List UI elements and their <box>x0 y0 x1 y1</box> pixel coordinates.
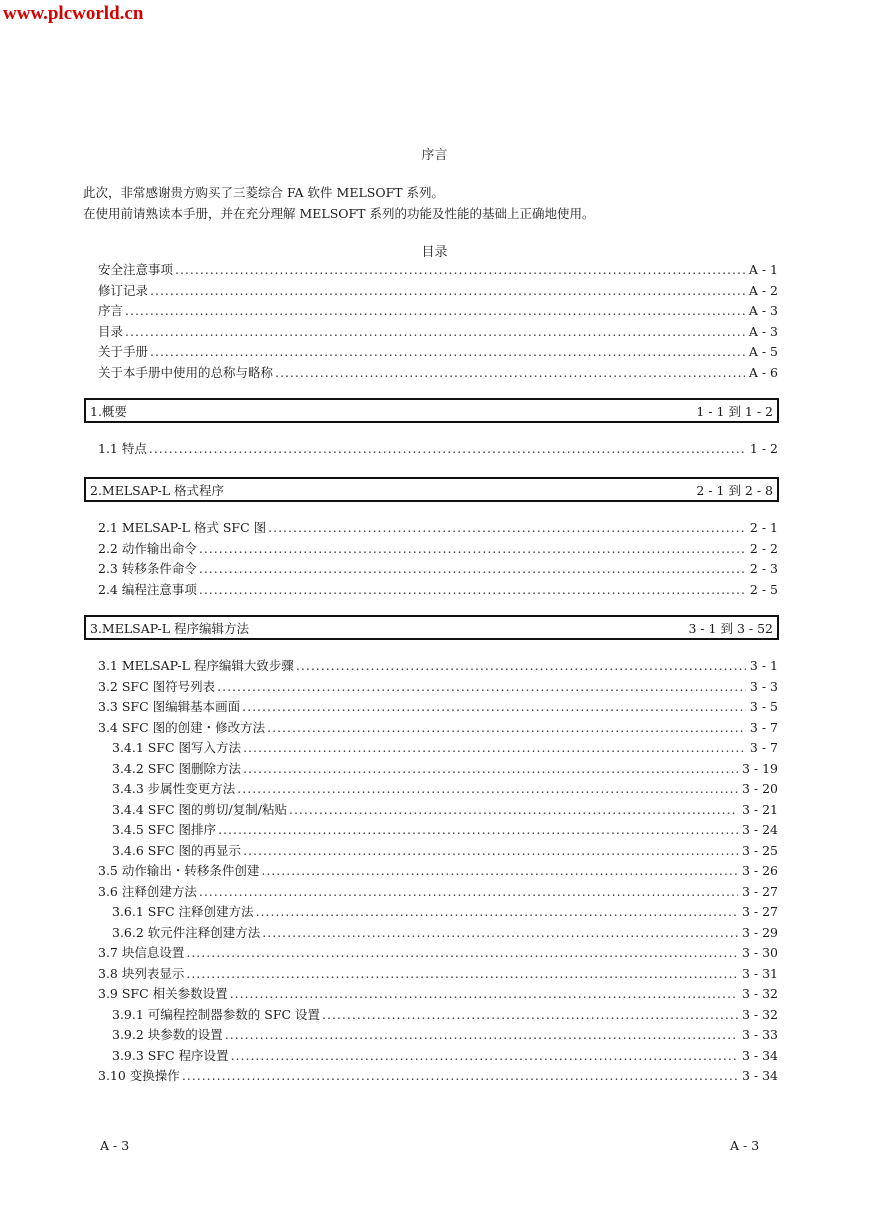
toc-leader-dots <box>231 1046 738 1066</box>
toc-entry-page: A - 5 <box>748 344 778 359</box>
toc-entry-title: 目录 <box>98 323 124 339</box>
toc-entry-page: 3 - 32 <box>741 986 778 1001</box>
toc-entry[interactable] <box>98 342 778 362</box>
chapter-heading[interactable] <box>84 477 779 502</box>
chapter-title: 3.MELSAP-L 程序编辑方法 <box>90 620 249 636</box>
footer-page-right: A - 3 <box>730 1138 760 1153</box>
toc-leader-dots <box>237 779 738 799</box>
toc-entry-title: 2.4 编程注意事项 <box>98 581 197 597</box>
toc-leader-dots <box>230 984 738 1004</box>
toc-entry-page: 2 - 1 <box>749 520 778 535</box>
toc-leader-dots <box>243 738 746 758</box>
preface-line-2: 在使用前请熟读本手册，并在充分理解 MELSOFT 系列的功能及性能的基础上正确地使用。 <box>83 206 595 221</box>
toc-leader-dots <box>267 718 746 738</box>
toc-entry[interactable] <box>112 1005 778 1025</box>
chapter-heading[interactable] <box>84 615 779 640</box>
toc-entry-page: 3 - 34 <box>741 1047 778 1063</box>
toc-entry-title: 3.1 MELSAP-L 程序编辑大致步骤 <box>98 658 294 673</box>
toc-entry-page: 2 - 5 <box>749 581 778 597</box>
toc-entry-page: 3 - 33 <box>741 1027 778 1042</box>
toc-leader-dots <box>225 1025 738 1045</box>
toc-entry-page: A - 6 <box>748 364 778 380</box>
toc-entry-title: 3.4.1 SFC 图写入方法 <box>112 740 242 755</box>
toc-leader-dots <box>322 1005 738 1025</box>
toc-entry-page: 1 - 2 <box>749 441 778 456</box>
toc-leader-dots <box>199 580 746 600</box>
chapter-page-range: 1 - 1 到 1 - 2 <box>696 403 773 419</box>
toc-leader-dots <box>218 820 738 840</box>
chapter-heading[interactable] <box>84 398 779 423</box>
toc-entry-title: 3.7 块信息设置 <box>98 945 185 960</box>
toc-entry[interactable] <box>98 559 778 579</box>
toc-entry[interactable] <box>112 820 778 840</box>
toc-entry-title: 2.1 MELSAP-L 格式 SFC 图 <box>98 520 267 535</box>
toc-entry-title: 3.9.3 SFC 程序设置 <box>112 1047 229 1063</box>
toc-leader-dots <box>125 301 745 321</box>
toc-leader-dots <box>242 697 746 717</box>
toc-entry-title: 3.10 变换操作 <box>98 1068 180 1083</box>
toc-leader-dots <box>150 281 745 301</box>
toc-entry-page: 3 - 1 <box>749 658 778 673</box>
toc-entry-page: 3 - 34 <box>741 1068 778 1083</box>
toc-entry[interactable] <box>112 800 778 820</box>
toc-entry[interactable] <box>98 1066 778 1086</box>
toc-entry[interactable] <box>98 677 778 697</box>
toc-entry-page: 2 - 3 <box>749 561 778 576</box>
toc-entry-title: 3.6 注释创建方法 <box>98 883 197 899</box>
toc-entry[interactable] <box>98 281 778 301</box>
toc-entry-page: 3 - 32 <box>741 1006 778 1022</box>
toc-entry-title: 3.4.3 步属性变更方法 <box>112 781 236 796</box>
toc-entry[interactable] <box>98 539 778 559</box>
toc-entry-title: 3.8 块列表显示 <box>98 965 185 981</box>
toc-leader-dots <box>261 861 738 881</box>
toc-entry[interactable] <box>98 439 778 459</box>
toc-entry-page: 3 - 25 <box>741 842 778 858</box>
toc-entry-title: 3.2 SFC 图符号列表 <box>98 678 216 694</box>
toc-leader-dots <box>199 882 738 902</box>
toc-leader-dots <box>182 1066 738 1086</box>
chapter-title: 2.MELSAP-L 格式程序 <box>90 482 224 498</box>
toc-entry-page: A - 2 <box>748 282 778 298</box>
toc-entry[interactable] <box>98 718 778 738</box>
toc-entry[interactable] <box>98 984 778 1004</box>
toc-entry-title: 3.3 SFC 图编辑基本画面 <box>98 699 241 714</box>
toc-entry-page: 3 - 26 <box>741 863 778 878</box>
toc-entry-page: 3 - 31 <box>741 965 778 981</box>
toc-entry-page: 3 - 21 <box>741 801 778 817</box>
watermark-url: www.plcworld.cn <box>3 3 144 24</box>
toc-leader-dots <box>199 559 746 579</box>
toc-entry-title: 2.3 转移条件命令 <box>98 561 197 576</box>
toc-entry-title: 3.4.6 SFC 图的再显示 <box>112 842 242 858</box>
chapter-page-range: 2 - 1 到 2 - 8 <box>696 482 773 498</box>
toc-entry-title: 3.6.1 SFC 注释创建方法 <box>112 904 254 919</box>
footer-page-left: A - 3 <box>100 1138 130 1153</box>
toc-entry-page: A - 1 <box>748 262 778 277</box>
toc-entry-page: 2 - 2 <box>749 540 778 556</box>
toc-entry-title: 1.1 特点 <box>98 441 147 456</box>
toc-entry-title: 修订记录 <box>98 282 149 298</box>
toc-leader-dots <box>268 518 746 538</box>
toc-entry-title: 3.4.2 SFC 图删除方法 <box>112 760 242 776</box>
toc-entry-page: 3 - 27 <box>741 904 778 919</box>
toc-entry-title: 3.9.1 可编程控制器参数的 SFC 设置 <box>112 1006 321 1022</box>
toc-leader-dots <box>149 439 746 459</box>
toc-entry[interactable] <box>112 738 778 758</box>
toc-entry-title: 2.2 动作输出命令 <box>98 540 197 556</box>
toc-entry-page: 3 - 3 <box>749 678 778 694</box>
toc-entry[interactable] <box>112 923 778 943</box>
toc-leader-dots <box>186 964 738 984</box>
preface-line-1: 此次，非常感谢贵方购买了三菱综合 FA 软件 MELSOFT 系列。 <box>83 185 445 200</box>
toc-entry-title: 安全注意事项 <box>98 262 174 277</box>
toc-entry-title: 3.5 动作输出・转移条件创建 <box>98 863 260 878</box>
toc-entry-page: A - 3 <box>748 303 778 318</box>
toc-leader-dots <box>262 923 738 943</box>
toc-entry-page: A - 3 <box>748 323 778 339</box>
toc-entry-title: 3.9.2 块参数的设置 <box>112 1027 223 1042</box>
toc-leader-dots <box>243 759 738 779</box>
toc-entry[interactable] <box>98 363 778 383</box>
toc-leader-dots <box>199 539 746 559</box>
toc-entry[interactable] <box>98 322 778 342</box>
chapter-page-range: 3 - 1 到 3 - 52 <box>688 620 773 636</box>
toc-leader-dots <box>275 363 745 383</box>
toc-entry[interactable] <box>98 882 778 902</box>
toc-entry-title: 关于本手册中使用的总称与略称 <box>98 364 274 380</box>
toc-entry-title: 序言 <box>98 303 124 318</box>
toc-entry-page: 3 - 20 <box>741 781 778 796</box>
toc-entry[interactable] <box>98 518 778 538</box>
toc-entry-page: 3 - 7 <box>749 740 778 755</box>
toc-leader-dots <box>125 322 745 342</box>
toc-entry[interactable] <box>98 861 778 881</box>
toc-leader-dots <box>150 342 745 362</box>
toc-entry[interactable] <box>112 779 778 799</box>
preface-title: 序言 <box>421 148 448 163</box>
toc-entry[interactable] <box>112 1025 778 1045</box>
toc-entry-page: 3 - 19 <box>741 760 778 776</box>
toc-entry[interactable] <box>112 1046 778 1066</box>
toc-leader-dots <box>296 656 746 676</box>
toc-entry-title: 3.4.5 SFC 图排序 <box>112 822 217 837</box>
toc-entry-page: 3 - 24 <box>741 822 778 837</box>
toc-entry-title: 3.4 SFC 图的创建・修改方法 <box>98 719 266 735</box>
toc-entry-title: 3.6.2 软元件注释创建方法 <box>112 924 261 940</box>
toc-entry-title: 关于手册 <box>98 344 149 359</box>
toc-entry[interactable] <box>112 902 778 922</box>
toc-entry[interactable] <box>98 943 778 963</box>
toc-leader-dots <box>186 943 738 963</box>
toc-entry-title: 3.9 SFC 相关参数设置 <box>98 986 228 1001</box>
chapter-title: 1.概要 <box>90 403 127 419</box>
toc-title: 目录 <box>421 245 448 260</box>
toc-leader-dots <box>256 902 738 922</box>
toc-entry[interactable] <box>112 759 778 779</box>
toc-entry-page: 3 - 30 <box>741 945 778 960</box>
toc-entry[interactable] <box>112 841 778 861</box>
toc-entry[interactable] <box>98 697 778 717</box>
preface-text <box>83 182 595 224</box>
toc-entry[interactable] <box>98 580 778 600</box>
toc-leader-dots <box>243 841 738 861</box>
toc-entry[interactable] <box>98 301 778 321</box>
toc-entry-page: 3 - 7 <box>749 719 778 735</box>
toc-entry[interactable] <box>98 964 778 984</box>
toc-entry-page: 3 - 29 <box>741 924 778 940</box>
toc-entry[interactable] <box>98 656 778 676</box>
toc-entry[interactable] <box>98 260 778 280</box>
toc-leader-dots <box>217 677 746 697</box>
toc-leader-dots <box>175 260 745 280</box>
toc-entry-page: 3 - 5 <box>749 699 778 714</box>
toc-entry-page: 3 - 27 <box>741 883 778 899</box>
toc-entry-title: 3.4.4 SFC 图的剪切/复制/粘贴 <box>112 801 287 817</box>
toc-leader-dots <box>289 800 738 820</box>
